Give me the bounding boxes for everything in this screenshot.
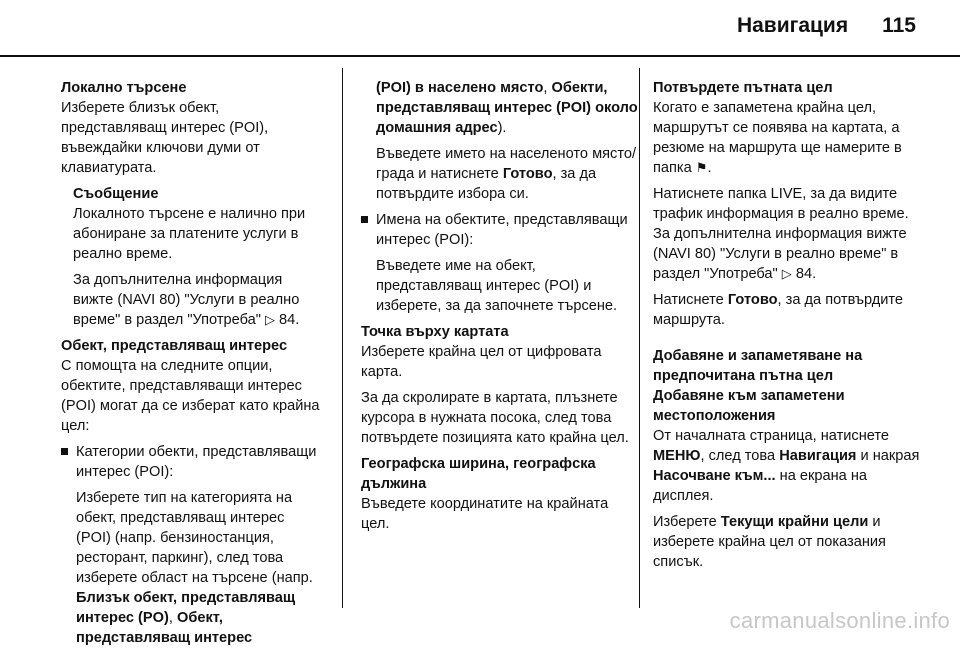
lat-lon-heading: Географска ширина, географска дължина: [361, 456, 596, 492]
lat-lon-text: Въведете координатите на крайната цел.: [361, 496, 609, 532]
map-point-text-1: Изберете крайна цел от цифровата карта.: [361, 344, 602, 380]
column-divider-1: [342, 68, 343, 608]
fav-text-c: , след това: [700, 448, 776, 464]
closing-paren: ).: [497, 120, 507, 136]
continued-options: [376, 78, 639, 138]
confirm-page-ref: 84.: [795, 266, 817, 282]
city-entry-text: [376, 144, 639, 204]
note-heading: Съобщение: [73, 186, 159, 202]
navigate-to-label: Насочване към...: [653, 468, 776, 484]
page-header: [737, 14, 916, 38]
navigation-label: Навигация: [779, 448, 857, 464]
confirm-text-2-body: Натиснете папка LIVE, за да видите трафик информация в реално време. За допълнителна информация вижте (NAVI 80) "Услуги в реално време" в раздел "Употреба": [653, 186, 909, 282]
confirm-text-3-pre: Натиснете: [653, 292, 724, 308]
bullet-poi-categories-text: [76, 488, 323, 648]
fav-text-2a: Изберете: [653, 514, 717, 530]
note-text-1: Локалното търсене е налично при абониране за платените услуги в реално време.: [73, 206, 306, 262]
favourite-heading: Добавяне и запаметяване на предпочитана пътна цел: [653, 348, 863, 384]
city-entry-pre: Въведете името на населеното място/града и натиснете: [376, 146, 637, 182]
done-label: Готово: [727, 292, 778, 308]
map-point-heading: Точка върху картата: [361, 324, 509, 340]
bullet-poi-names-label: Имена на обектите, представляващи интерес (POI):: [376, 212, 628, 248]
watermark: carmanualsonline.info: [729, 608, 950, 633]
fav-text-a: От началната страница, натиснете: [653, 428, 890, 444]
local-search-text: Изберете близък обект, представляващ интерес (POI), въвеждайки ключови думи от клавиатурата.: [61, 100, 269, 176]
bullet-poi-names-text: Въведете име на обект, представляващ интерес (POI) и изберете, за да започнете търсене.: [376, 258, 618, 314]
fav-text-g: на екрана на дисплея.: [653, 468, 868, 504]
bullet-poi-names: [361, 210, 639, 316]
note-page-ref: 84.: [279, 312, 300, 328]
bullet-poi-categories-label: Категории обекти, представляващи интерес (POI):: [76, 444, 317, 480]
note-text-2: [73, 270, 323, 330]
section-spacer: [653, 336, 921, 346]
page-title: Навигация: [736, 14, 849, 37]
column-2: [361, 78, 639, 540]
option-poi-in-city-end: (POI) в населено място: [376, 80, 544, 96]
option-poi-near-home: Обекти, представляващ интерес (POI) около домашния адрес: [376, 80, 638, 136]
page-number: 115: [882, 14, 916, 37]
confirm-text-1: [653, 98, 921, 178]
bullet-poi-categories: [61, 442, 323, 648]
bullet-poi-categories-body: Изберете тип на категорията на обект, представляващ интерес (POI) (напр. бензиностанция, ресторант, паркинг), след това изберете област на търсене (напр.: [76, 490, 313, 586]
flag-icon: ⚑: [695, 160, 708, 175]
header-divider: [0, 55, 960, 57]
confirm-text-1-end: .: [707, 160, 712, 176]
local-search-heading: Локално търсене: [61, 80, 187, 96]
column-1: [61, 78, 323, 654]
map-point-text-2: За да скролирате в картата, плъзнете курсора в нужната посока, след това потвърдете позицията като крайна цел.: [361, 390, 629, 446]
fav-text-2c: и изберете крайна цел от показания списък.: [653, 514, 886, 570]
city-entry-post: , за да потвърдите избора си.: [376, 166, 597, 202]
column-3: [653, 78, 921, 578]
option-poi-in-city-start: Обект, представляващ интерес: [76, 610, 253, 646]
separator-comma: ,: [168, 610, 173, 626]
confirm-text-2: [653, 184, 921, 284]
favourite-subheading: Добавяне към запаметени местоположения: [653, 388, 845, 424]
poi-text: С помощта на следните опции, обектите, представляващи интерес (POI) могат да се изберат като крайна цел:: [61, 358, 320, 434]
recent-destinations-label: Текущи крайни цели: [720, 514, 869, 530]
confirm-text-3-post: , за да потвърдите маршрута.: [653, 292, 904, 328]
fav-text-e: и накрая: [860, 448, 920, 464]
confirm-text-3: [653, 290, 921, 330]
poi-heading: Обект, представляващ интерес: [61, 338, 288, 354]
menu-label: МЕНЮ: [653, 448, 701, 464]
note-box: [61, 184, 323, 330]
confirm-heading: Потвърдете пътната цел: [653, 80, 833, 96]
favourite-text-2: [653, 512, 921, 572]
confirm-text-1-body: Когато е запаметена крайна цел, маршрутът се появява на картата, а резюме на маршрута ще намерите в папка: [653, 100, 902, 176]
bullet-square-icon: [361, 216, 368, 223]
reference-arrow-icon: ▷: [781, 266, 792, 281]
bullet-square-icon: [61, 448, 68, 455]
bullet-poi-categories-continued: [361, 78, 639, 204]
favourite-text-1: [653, 426, 921, 506]
note-text-2-body: За допълнителна информация вижте (NAVI 80) "Услуги в реално време" в раздел "Употреба": [73, 272, 300, 328]
separator-comma: ,: [543, 80, 548, 96]
column-divider-2: [639, 68, 640, 608]
reference-arrow-icon: ▷: [264, 312, 275, 327]
done-label: Готово: [502, 166, 553, 182]
option-nearby-poi: Близък обект, представляващ интерес (PO): [76, 590, 296, 626]
